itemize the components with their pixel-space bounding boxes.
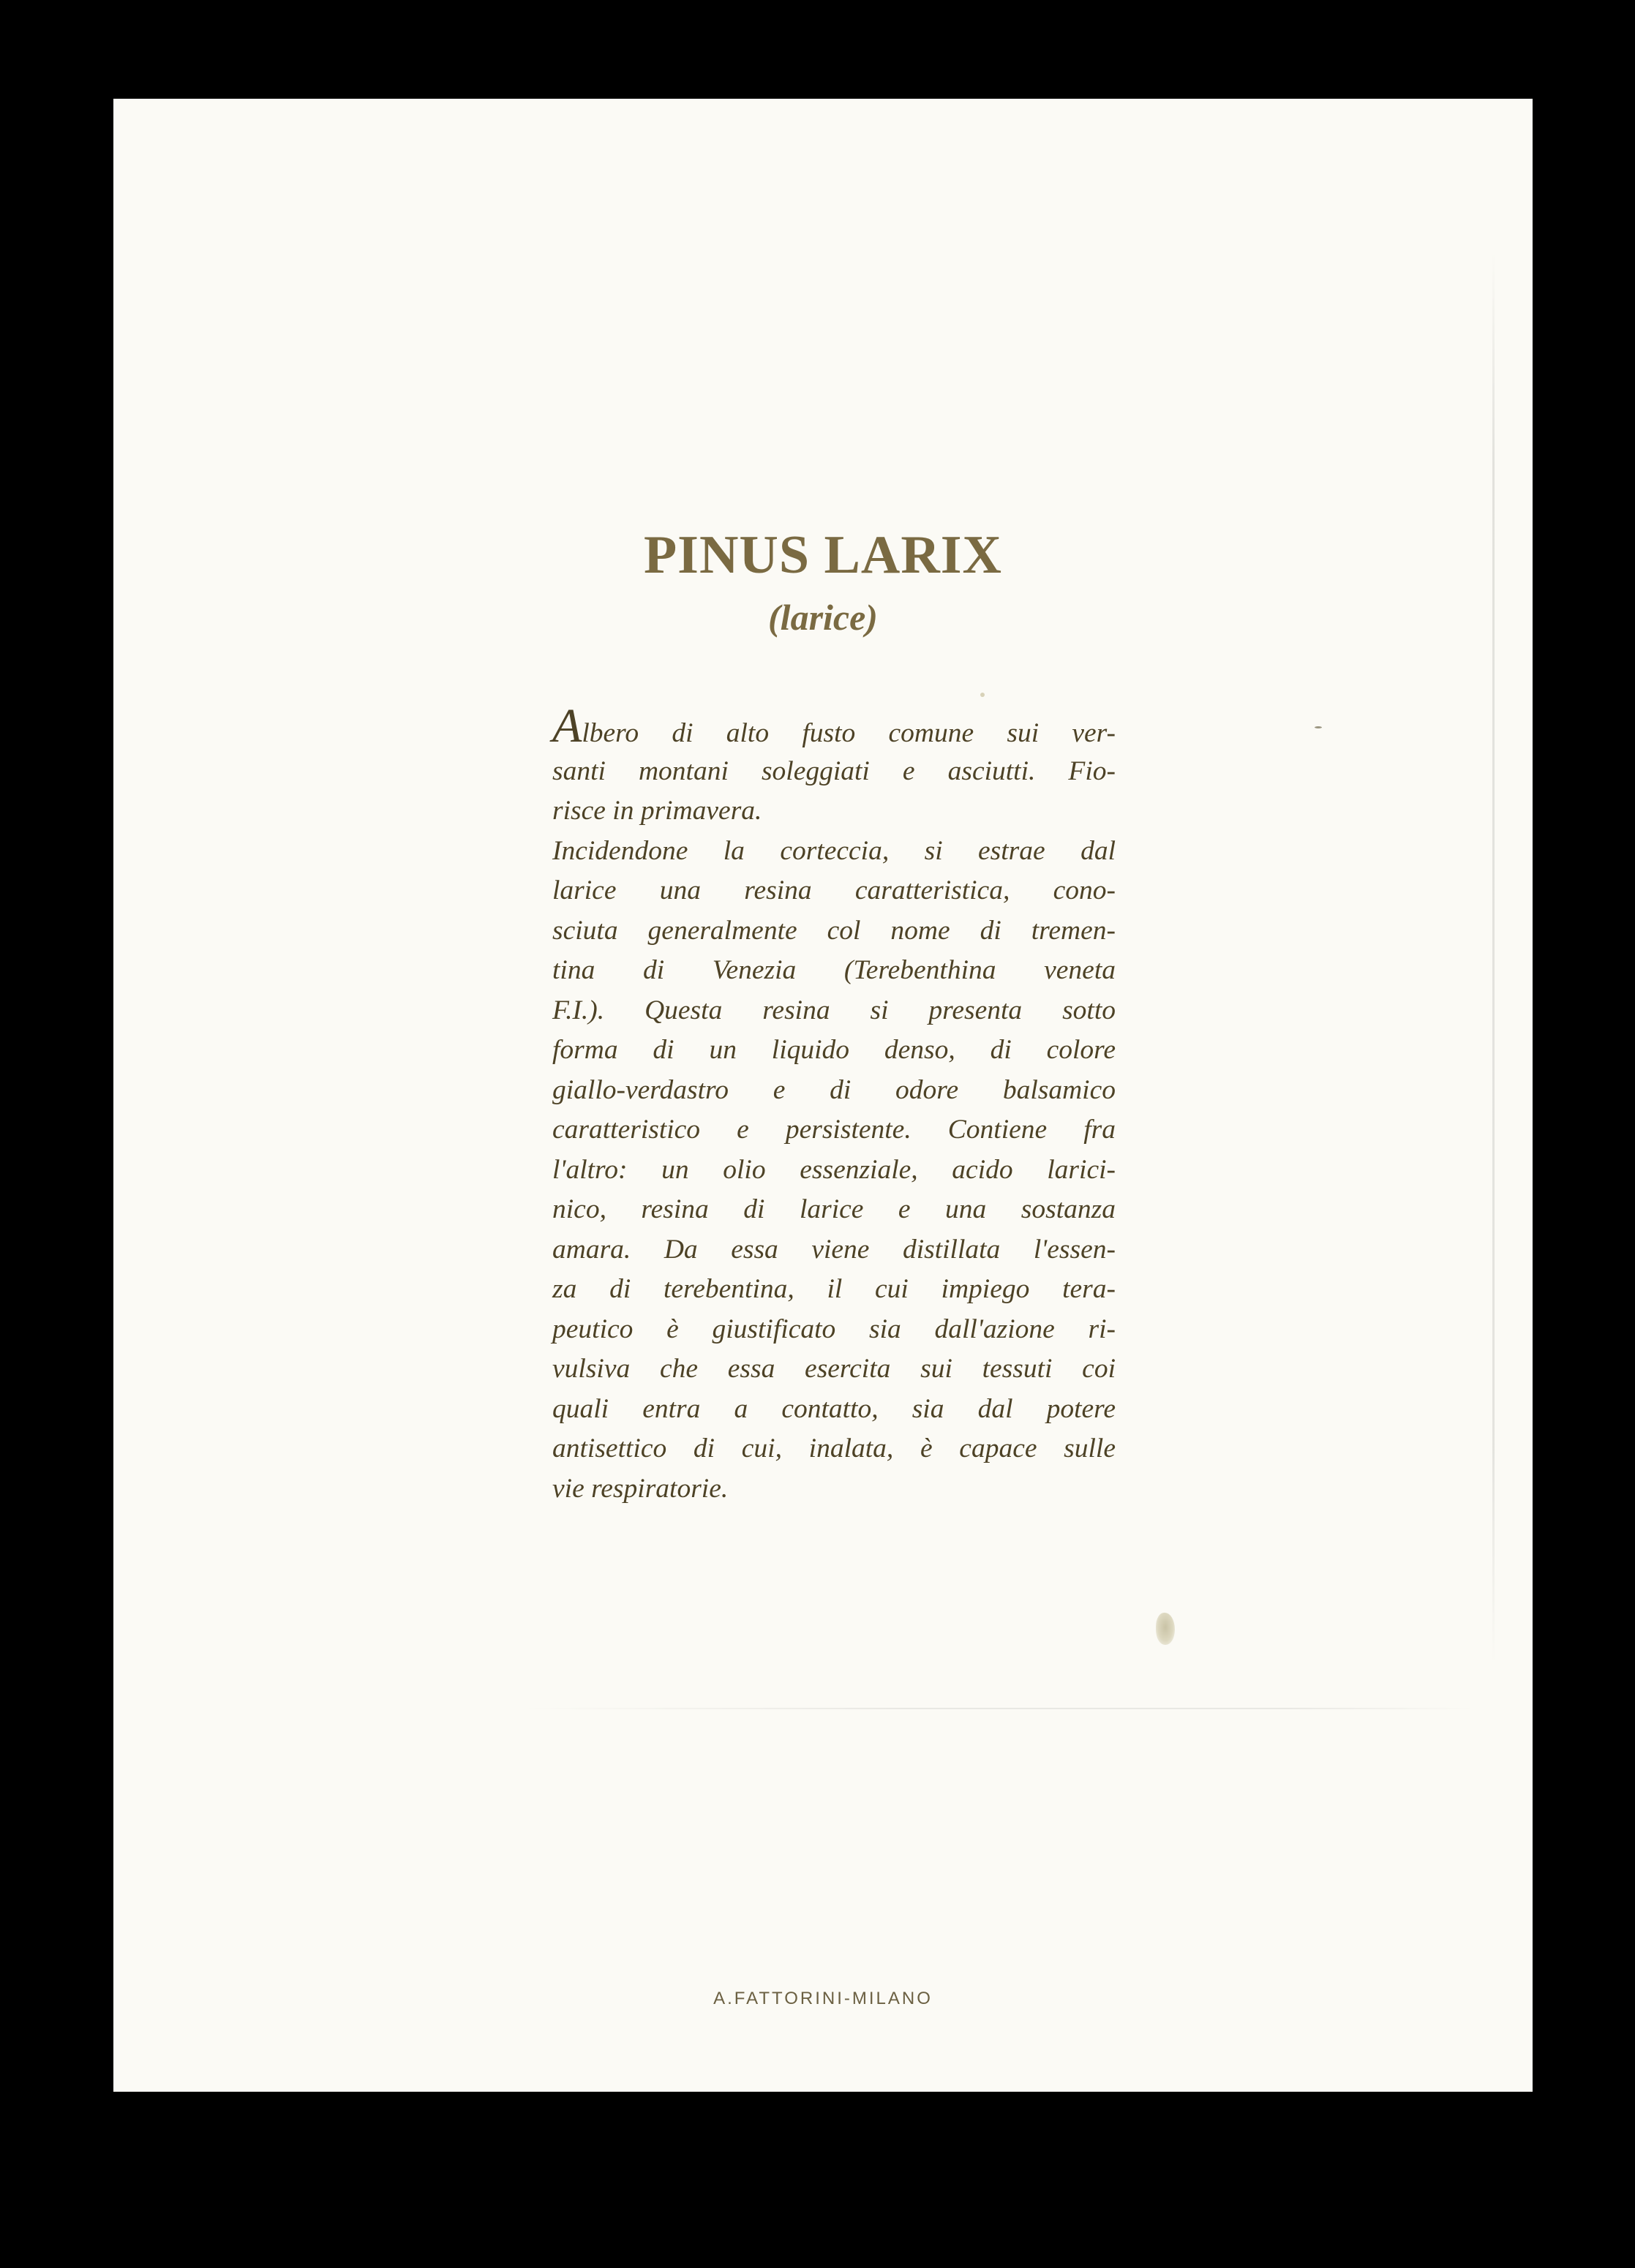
text-line: risce in primavera. xyxy=(552,796,762,826)
paper-speck xyxy=(980,693,985,697)
description-paragraph xyxy=(552,699,1116,1509)
paper-speck xyxy=(1315,726,1322,728)
text-line: l'altro: un olio essenziale, acido larici- xyxy=(552,1154,1116,1185)
text-line: giallo-verdastro e di odore balsamico xyxy=(552,1074,1116,1105)
text-line: nico, resina di larice e una sostanza xyxy=(552,1194,1116,1224)
paper-crease-vertical xyxy=(1492,252,1495,1664)
text-line: tina di Venezia (Terebenthina veneta xyxy=(552,955,1116,985)
text-line: quali entra a contatto, sia dal potere xyxy=(552,1393,1116,1424)
paper-page xyxy=(113,99,1533,2092)
paper-crease-horizontal xyxy=(523,1708,1474,1709)
text-line: Albero di alto fusto comune sui ver- xyxy=(552,699,1116,753)
text-line: caratteristico e persistente. Contiene fra xyxy=(552,1115,1116,1145)
text-line: larice una resina caratteristica, cono- xyxy=(552,875,1116,905)
decorative-initial: A xyxy=(552,699,582,753)
text-line: vie respiratorie. xyxy=(552,1473,729,1504)
page-subtitle: (larice) xyxy=(768,597,878,638)
text-line: F.I.). Questa resina si presenta sotto xyxy=(552,995,1116,1025)
text-line: santi montani soleggiati e asciutti. Fio- xyxy=(552,756,1116,786)
text-line: Incidendone la corteccia, si estrae dal xyxy=(552,835,1116,866)
page-title: PINUS LARIX xyxy=(643,525,1002,585)
text-line: za di terebentina, il cui impiego tera- xyxy=(552,1274,1116,1304)
publisher-imprint: A.FATTORINI-MILANO xyxy=(713,1989,933,2008)
text-line: vulsiva che essa esercita sui tessuti coi xyxy=(552,1354,1116,1384)
text-line: antisettico di cui, inalata, è capace sulle xyxy=(552,1433,1116,1463)
text-line: sciuta generalmente col nome di tremen- xyxy=(552,915,1116,946)
text-line: peutico è giustificato sia dall'azione ri- xyxy=(552,1314,1116,1344)
paper-stain xyxy=(1156,1613,1175,1645)
text-line: amara. Da essa viene distillata l'essen- xyxy=(552,1234,1116,1265)
text-line: forma di un liquido denso, di colore xyxy=(552,1035,1116,1065)
